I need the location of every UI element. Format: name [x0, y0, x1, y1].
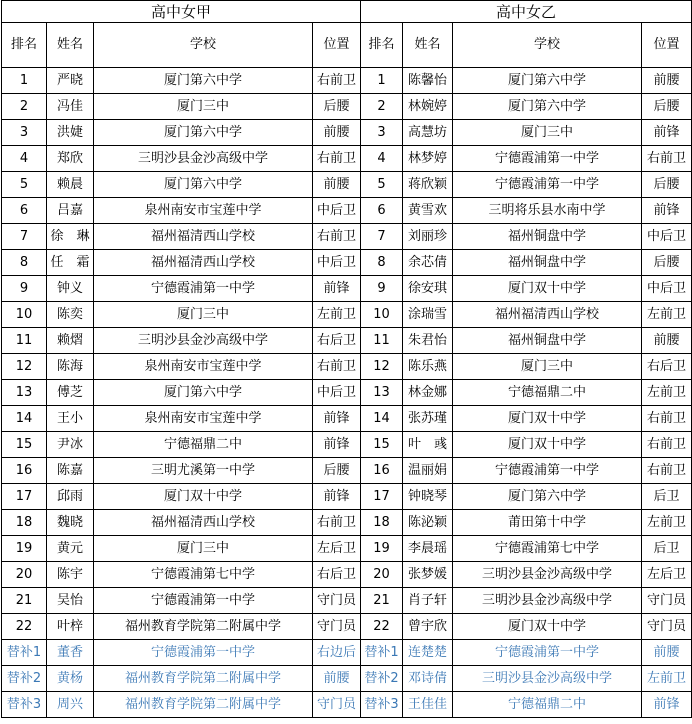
rank-cell-b: 11	[361, 328, 403, 354]
rank-cell-b: 1	[361, 68, 403, 94]
name-cell-a: 陈海	[47, 354, 94, 380]
position-cell-a: 守门员	[313, 588, 361, 614]
roster-table	[1, 0, 692, 718]
table-row	[2, 614, 692, 640]
name-cell-b: 朱君怡	[403, 328, 453, 354]
name-cell-b: 李晨瑶	[403, 536, 453, 562]
rank-cell-b: 13	[361, 380, 403, 406]
rank-cell-b: 16	[361, 458, 403, 484]
school-cell-a: 厦门第六中学	[94, 380, 313, 406]
rank-cell-b: 7	[361, 224, 403, 250]
name-cell-b: 连楚楚	[403, 640, 453, 666]
table-row	[2, 68, 692, 94]
school-cell-a: 福州教育学院第二附属中学	[94, 692, 313, 718]
position-cell-b: 中后卫	[642, 276, 692, 302]
school-cell-b: 福州铜盘中学	[453, 224, 642, 250]
table-row	[2, 562, 692, 588]
school-cell-b: 福州铜盘中学	[453, 328, 642, 354]
rank-cell-a: 10	[2, 302, 47, 328]
table-row	[2, 302, 692, 328]
position-cell-a: 后腰	[313, 458, 361, 484]
school-cell-a: 厦门第六中学	[94, 120, 313, 146]
school-cell-b: 厦门双十中学	[453, 406, 642, 432]
position-cell-b: 后腰	[642, 250, 692, 276]
school-cell-b: 三明沙县金沙高级中学	[453, 666, 642, 692]
school-cell-a: 三明尤溪第一中学	[94, 458, 313, 484]
table-row	[2, 458, 692, 484]
rank-cell-b: 10	[361, 302, 403, 328]
rank-cell-a: 2	[2, 94, 47, 120]
name-cell-b: 刘丽珍	[403, 224, 453, 250]
position-cell-b: 中后卫	[642, 224, 692, 250]
position-cell-b: 守门员	[642, 614, 692, 640]
header-rank-b: 排名	[361, 23, 403, 68]
school-cell-a: 宁德霞浦第七中学	[94, 562, 313, 588]
name-cell-a: 邱雨	[47, 484, 94, 510]
position-cell-a: 前腰	[313, 172, 361, 198]
position-cell-b: 左后卫	[642, 562, 692, 588]
rank-cell-a: 21	[2, 588, 47, 614]
school-cell-b: 三明将乐县水南中学	[453, 198, 642, 224]
table-row	[2, 224, 692, 250]
position-cell-a: 中后卫	[313, 380, 361, 406]
table-row	[2, 406, 692, 432]
rank-cell-a: 8	[2, 250, 47, 276]
substitute-row	[2, 640, 692, 666]
school-cell-a: 福州福清西山学校	[94, 250, 313, 276]
rank-cell-b: 8	[361, 250, 403, 276]
name-cell-a: 赖晨	[47, 172, 94, 198]
name-cell-a: 严晓	[47, 68, 94, 94]
position-cell-b: 右前卫	[642, 432, 692, 458]
name-cell-a: 魏晓	[47, 510, 94, 536]
position-cell-b: 前腰	[642, 68, 692, 94]
name-cell-b: 林梦婷	[403, 146, 453, 172]
rank-cell-b: 19	[361, 536, 403, 562]
school-cell-a: 福州教育学院第二附属中学	[94, 614, 313, 640]
position-cell-b: 守门员	[642, 588, 692, 614]
name-cell-b: 钟晓琴	[403, 484, 453, 510]
school-cell-a: 厦门第六中学	[94, 68, 313, 94]
rank-cell-a: 4	[2, 146, 47, 172]
table-row	[2, 380, 692, 406]
table-row	[2, 432, 692, 458]
position-cell-b: 左前卫	[642, 380, 692, 406]
position-cell-a: 右边后	[313, 640, 361, 666]
school-cell-a: 厦门三中	[94, 302, 313, 328]
school-cell-b: 厦门三中	[453, 120, 642, 146]
header-rank-a: 排名	[2, 23, 47, 68]
rank-cell-b: 22	[361, 614, 403, 640]
position-cell-a: 中后卫	[313, 250, 361, 276]
school-cell-a: 泉州南安市宝莲中学	[94, 354, 313, 380]
school-cell-b: 厦门第六中学	[453, 94, 642, 120]
position-cell-a: 前腰	[313, 666, 361, 692]
position-cell-b: 右后卫	[642, 354, 692, 380]
school-cell-b: 宁德福鼎二中	[453, 380, 642, 406]
rank-cell-a: 替补2	[2, 666, 47, 692]
school-cell-b: 宁德霞浦第一中学	[453, 146, 642, 172]
name-cell-a: 徐 琳	[47, 224, 94, 250]
position-cell-a: 左前卫	[313, 302, 361, 328]
school-cell-a: 厦门三中	[94, 536, 313, 562]
rank-cell-b: 5	[361, 172, 403, 198]
header-name-b: 姓名	[403, 23, 453, 68]
rank-cell-a: 16	[2, 458, 47, 484]
position-cell-a: 右前卫	[313, 224, 361, 250]
school-cell-b: 厦门双十中学	[453, 614, 642, 640]
rank-cell-a: 12	[2, 354, 47, 380]
school-cell-a: 宁德福鼎二中	[94, 432, 313, 458]
table-row	[2, 510, 692, 536]
school-cell-b: 福州铜盘中学	[453, 250, 642, 276]
name-cell-b: 肖子轩	[403, 588, 453, 614]
table-row	[2, 146, 692, 172]
position-cell-b: 左前卫	[642, 302, 692, 328]
name-cell-a: 傅芝	[47, 380, 94, 406]
position-cell-a: 守门员	[313, 692, 361, 718]
position-cell-b: 前锋	[642, 198, 692, 224]
school-cell-b: 宁德霞浦第一中学	[453, 172, 642, 198]
table-row	[2, 172, 692, 198]
table-row	[2, 198, 692, 224]
position-cell-a: 前锋	[313, 484, 361, 510]
school-cell-b: 厦门三中	[453, 354, 642, 380]
rank-cell-a: 14	[2, 406, 47, 432]
school-cell-b: 宁德福鼎二中	[453, 692, 642, 718]
school-cell-a: 福州福清西山学校	[94, 224, 313, 250]
rank-cell-a: 13	[2, 380, 47, 406]
name-cell-b: 黄雪欢	[403, 198, 453, 224]
rank-cell-b: 12	[361, 354, 403, 380]
rank-cell-b: 3	[361, 120, 403, 146]
rank-cell-a: 5	[2, 172, 47, 198]
name-cell-b: 张苏瑾	[403, 406, 453, 432]
name-cell-a: 陈宇	[47, 562, 94, 588]
rank-cell-a: 17	[2, 484, 47, 510]
header-school-b: 学校	[453, 23, 642, 68]
rank-cell-b: 替补3	[361, 692, 403, 718]
rank-cell-b: 4	[361, 146, 403, 172]
name-cell-b: 余芯倩	[403, 250, 453, 276]
name-cell-a: 任 霜	[47, 250, 94, 276]
position-cell-a: 右后卫	[313, 562, 361, 588]
name-cell-b: 张梦媛	[403, 562, 453, 588]
rank-cell-b: 20	[361, 562, 403, 588]
name-cell-a: 黄杨	[47, 666, 94, 692]
rank-cell-b: 9	[361, 276, 403, 302]
name-cell-a: 叶梓	[47, 614, 94, 640]
position-cell-a: 前锋	[313, 406, 361, 432]
name-cell-b: 蒋欣颖	[403, 172, 453, 198]
name-cell-a: 冯佳	[47, 94, 94, 120]
position-cell-b: 右前卫	[642, 146, 692, 172]
table-row	[2, 94, 692, 120]
name-cell-b: 林婉婷	[403, 94, 453, 120]
school-cell-a: 福州教育学院第二附属中学	[94, 666, 313, 692]
name-cell-b: 高慧坊	[403, 120, 453, 146]
name-cell-a: 周兴	[47, 692, 94, 718]
position-cell-a: 右前卫	[313, 354, 361, 380]
position-cell-b: 前锋	[642, 120, 692, 146]
rank-cell-a: 22	[2, 614, 47, 640]
position-cell-a: 守门员	[313, 614, 361, 640]
position-cell-b: 左前卫	[642, 510, 692, 536]
school-cell-a: 宁德霞浦第一中学	[94, 588, 313, 614]
name-cell-b: 温丽娟	[403, 458, 453, 484]
rank-cell-b: 21	[361, 588, 403, 614]
rank-cell-a: 19	[2, 536, 47, 562]
group-b-title: 高中女乙	[361, 1, 692, 23]
position-cell-a: 左后卫	[313, 536, 361, 562]
school-cell-b: 三明沙县金沙高级中学	[453, 562, 642, 588]
school-cell-b: 厦门第六中学	[453, 68, 642, 94]
name-cell-a: 钟义	[47, 276, 94, 302]
school-cell-a: 厦门三中	[94, 94, 313, 120]
rank-cell-b: 2	[361, 94, 403, 120]
header-position-a: 位置	[313, 23, 361, 68]
substitute-row	[2, 692, 692, 718]
header-name-a: 姓名	[47, 23, 94, 68]
rank-cell-b: 替补1	[361, 640, 403, 666]
rank-cell-a: 6	[2, 198, 47, 224]
school-cell-b: 三明沙县金沙高级中学	[453, 588, 642, 614]
school-cell-a: 福州福清西山学校	[94, 510, 313, 536]
school-cell-b: 莆田第十中学	[453, 510, 642, 536]
header-position-b: 位置	[642, 23, 692, 68]
position-cell-b: 前锋	[642, 692, 692, 718]
position-cell-b: 右前卫	[642, 458, 692, 484]
rank-cell-b: 18	[361, 510, 403, 536]
name-cell-a: 尹冰	[47, 432, 94, 458]
school-cell-b: 宁德霞浦第一中学	[453, 458, 642, 484]
name-cell-b: 徐安琪	[403, 276, 453, 302]
substitute-row	[2, 666, 692, 692]
rank-cell-a: 替补3	[2, 692, 47, 718]
position-cell-b: 右前卫	[642, 406, 692, 432]
rank-cell-b: 14	[361, 406, 403, 432]
position-cell-a: 后腰	[313, 94, 361, 120]
table-row	[2, 276, 692, 302]
name-cell-b: 陈泌颖	[403, 510, 453, 536]
title-row	[2, 1, 692, 23]
rank-cell-a: 15	[2, 432, 47, 458]
position-cell-a: 前锋	[313, 432, 361, 458]
rank-cell-b: 17	[361, 484, 403, 510]
name-cell-a: 王小	[47, 406, 94, 432]
school-cell-b: 厦门第六中学	[453, 484, 642, 510]
position-cell-b: 后腰	[642, 94, 692, 120]
position-cell-b: 前腰	[642, 328, 692, 354]
position-cell-b: 后卫	[642, 536, 692, 562]
name-cell-b: 陈乐燕	[403, 354, 453, 380]
name-cell-b: 曾宇欣	[403, 614, 453, 640]
position-cell-b: 后腰	[642, 172, 692, 198]
position-cell-a: 前锋	[313, 276, 361, 302]
rank-cell-a: 18	[2, 510, 47, 536]
position-cell-b: 后卫	[642, 484, 692, 510]
position-cell-a: 中后卫	[313, 198, 361, 224]
school-cell-a: 泉州南安市宝莲中学	[94, 198, 313, 224]
name-cell-a: 赖熠	[47, 328, 94, 354]
position-cell-a: 右前卫	[313, 146, 361, 172]
position-cell-b: 前腰	[642, 640, 692, 666]
name-cell-a: 郑欣	[47, 146, 94, 172]
name-cell-b: 叶 彧	[403, 432, 453, 458]
table-row	[2, 536, 692, 562]
school-cell-a: 泉州南安市宝莲中学	[94, 406, 313, 432]
rank-cell-b: 15	[361, 432, 403, 458]
header-school-a: 学校	[94, 23, 313, 68]
name-cell-b: 林金娜	[403, 380, 453, 406]
name-cell-a: 黄元	[47, 536, 94, 562]
name-cell-b: 王佳佳	[403, 692, 453, 718]
name-cell-a: 陈奕	[47, 302, 94, 328]
school-cell-b: 厦门双十中学	[453, 276, 642, 302]
name-cell-a: 陈嘉	[47, 458, 94, 484]
school-cell-a: 三明沙县金沙高级中学	[94, 328, 313, 354]
name-cell-b: 陈馨怡	[403, 68, 453, 94]
school-cell-a: 宁德霞浦第一中学	[94, 640, 313, 666]
rank-cell-a: 3	[2, 120, 47, 146]
table-row	[2, 354, 692, 380]
name-cell-b: 涂瑞雪	[403, 302, 453, 328]
school-cell-a: 厦门第六中学	[94, 172, 313, 198]
rank-cell-b: 替补2	[361, 666, 403, 692]
school-cell-b: 厦门双十中学	[453, 432, 642, 458]
rank-cell-a: 7	[2, 224, 47, 250]
name-cell-a: 吴怡	[47, 588, 94, 614]
group-a-title: 高中女甲	[2, 1, 361, 23]
header-row	[2, 23, 692, 68]
rank-cell-a: 20	[2, 562, 47, 588]
school-cell-b: 宁德霞浦第七中学	[453, 536, 642, 562]
position-cell-a: 右前卫	[313, 510, 361, 536]
table-row	[2, 328, 692, 354]
school-cell-a: 三明沙县金沙高级中学	[94, 146, 313, 172]
table-row	[2, 120, 692, 146]
school-cell-b: 福州福清西山学校	[453, 302, 642, 328]
table-row	[2, 588, 692, 614]
position-cell-a: 右后卫	[313, 328, 361, 354]
rank-cell-a: 替补1	[2, 640, 47, 666]
rank-cell-a: 9	[2, 276, 47, 302]
name-cell-b: 邓诗倩	[403, 666, 453, 692]
position-cell-a: 右前卫	[313, 68, 361, 94]
rank-cell-b: 6	[361, 198, 403, 224]
school-cell-a: 宁德霞浦第一中学	[94, 276, 313, 302]
name-cell-a: 董香	[47, 640, 94, 666]
position-cell-a: 前腰	[313, 120, 361, 146]
school-cell-a: 厦门双十中学	[94, 484, 313, 510]
table-row	[2, 484, 692, 510]
rank-cell-a: 11	[2, 328, 47, 354]
name-cell-a: 洪婕	[47, 120, 94, 146]
position-cell-b: 左前卫	[642, 666, 692, 692]
name-cell-a: 吕嘉	[47, 198, 94, 224]
rank-cell-a: 1	[2, 68, 47, 94]
school-cell-b: 宁德霞浦第一中学	[453, 640, 642, 666]
table-row	[2, 250, 692, 276]
